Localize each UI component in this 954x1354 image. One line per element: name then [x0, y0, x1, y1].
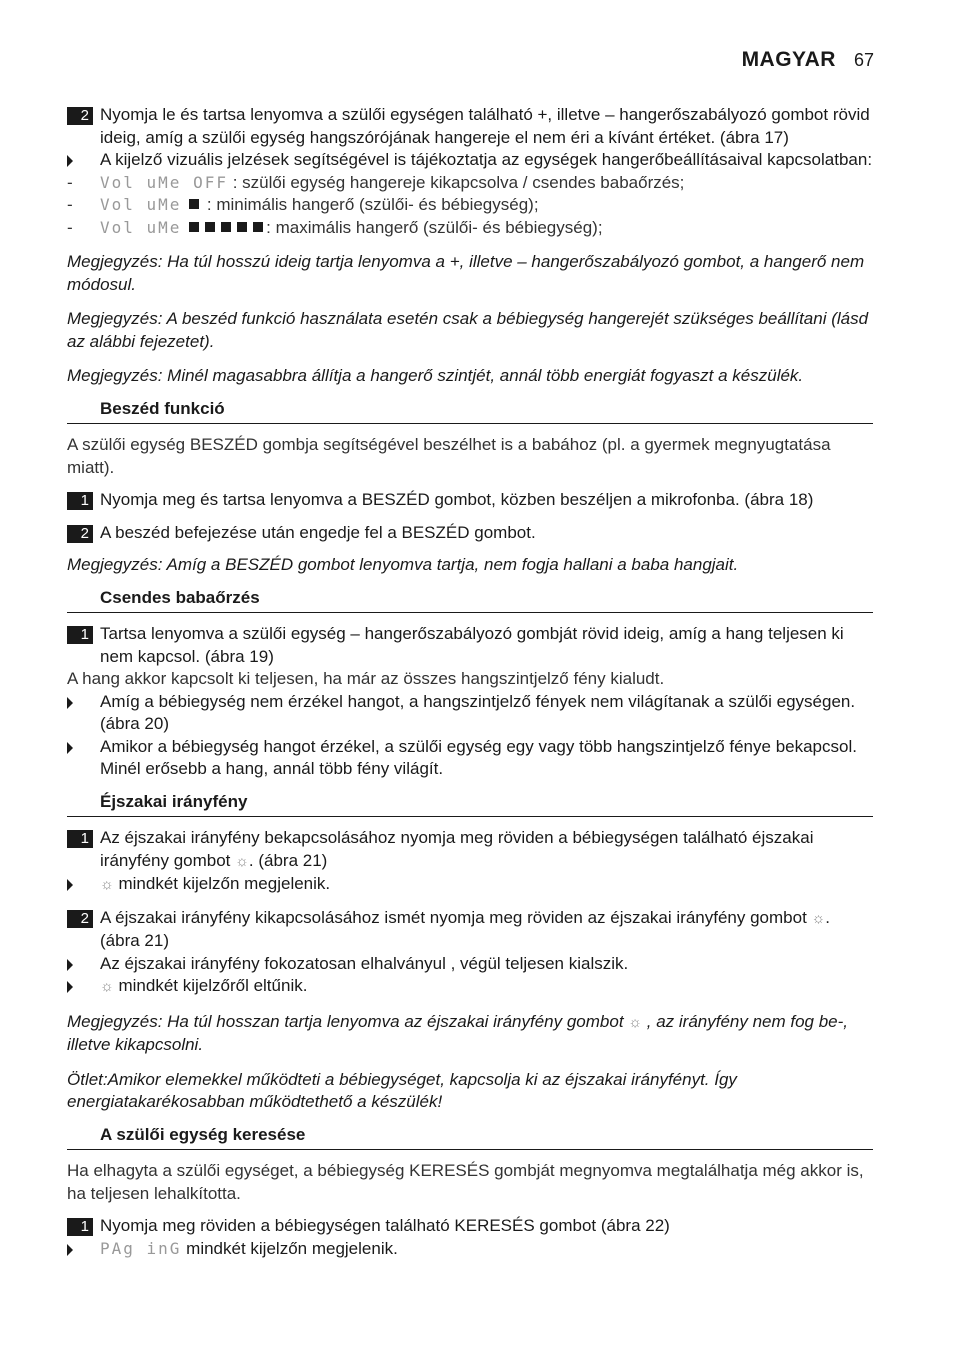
bullet-item — [67, 975, 873, 999]
dash-mark: - — [67, 172, 73, 192]
step-2 — [67, 104, 873, 149]
dash-item — [67, 194, 873, 217]
step-number: 1 — [67, 626, 93, 644]
language-label: MAGYAR — [741, 48, 836, 71]
step-text: Nyomja meg és tartsa lenyomva a BESZÉD gombot, közben beszéljen a mikrofonba. (ábra 18) — [100, 490, 814, 509]
note-text: Megjegyzés: Ha túl hosszan tartja lenyomva az éjszakai irányfény gombot — [67, 1011, 629, 1031]
step-number: 1 — [67, 830, 93, 848]
lcd-text: Vol uMe OFF — [100, 172, 228, 192]
lcd-text: PAg inG — [100, 1238, 182, 1258]
night-light-icon: ☼ — [628, 1013, 643, 1031]
bullet-arrow-icon — [67, 981, 73, 993]
step-2 — [67, 907, 873, 953]
night-light-icon: ☼ — [100, 978, 114, 995]
step-text: A beszéd befejezése után engedje fel a BESZÉD gombot. — [100, 522, 536, 542]
step-text: . (ábra 21) — [248, 850, 328, 870]
volume-bar-icon — [237, 222, 247, 232]
dash-mark: - — [67, 217, 73, 237]
step-text: A éjszakai irányfény kikapcsolásához ismét nyomja meg röviden az éjszakai irányfény gombot — [100, 907, 812, 927]
bullet-text: mindkét kijelzőn megjelenik. — [181, 1238, 398, 1258]
step-text: Az éjszakai irányfény bekapcsolásához nyomja meg röviden a bébiegységen található éjszakai irányfény gombot — [100, 828, 814, 870]
step-number: 2 — [67, 107, 93, 125]
section-heading: Beszéd funkció — [67, 398, 873, 425]
section-heading: A szülői egység keresése — [67, 1124, 873, 1151]
intro-text: A szülői egység BESZÉD gombja segítségével beszélhet is a babához (pl. a gyermek megnyugtatása miatt). — [67, 435, 831, 477]
night-light-icon: ☼ — [235, 852, 249, 870]
volume-bar-icon — [189, 199, 199, 209]
dash-text: : szülői egység hangereje kikapcsolva / csendes babaőrzés; — [227, 172, 685, 192]
bullet-item — [67, 1238, 873, 1261]
note: Megjegyzés: A beszéd funkció használata esetén csak a bébiegység hangerejét szükséges beállítani (lásd az alábbi fejezetet). — [67, 309, 869, 351]
intro-text: Ha elhagyta a szülői egységet, a bébiegység KERESÉS gombját megnyomva megtalálhatja még akkor is, ha teljesen lehalkította. — [67, 1161, 864, 1203]
step-1 — [67, 623, 873, 668]
bullet-text: Amíg a bébiegység nem érzékel hangot, a hangszintjelző fények nem világítanak a szülői egységen. (ábra 20) — [100, 691, 856, 733]
step-text: Tartsa lenyomva a szülői egység – hangerőszabályozó gombját rövid ideig, amíg a hang teljesen ki nem kapcsol. (ábra 19) — [100, 624, 844, 666]
bullet-item — [67, 149, 873, 172]
step-2 — [67, 522, 873, 545]
bullet-item — [67, 953, 873, 976]
bullet-item — [67, 873, 873, 897]
dash-text: : maximális hangerő (szülői- és bébiegység); — [266, 217, 603, 237]
section-heading: Éjszakai irányfény — [67, 791, 873, 818]
night-light-icon: ☼ — [100, 876, 114, 893]
note: Megjegyzés: Minél magasabbra állítja a hangerő szintjét, annál több energiát fogyaszt a készülék. — [67, 366, 804, 385]
night-light-icon: ☼ — [811, 909, 826, 927]
bullet-arrow-icon — [67, 742, 73, 754]
page-header — [742, 48, 874, 72]
bullet-item — [67, 736, 873, 781]
info-text: A hang akkor kapcsolt ki teljesen, ha már az összes hangszintjelző fény kialudt. — [67, 669, 665, 688]
step-text: Nyomja le és tartsa lenyomva a szülői egységen található +, illetve – hangerőszabályozó gombot rövid ideig, amíg a szülői egység hangszórójának hangereje el nem éri a kívánt értéket. (ábra 17) — [100, 105, 870, 147]
bullet-text: mindkét kijelzőről eltűnik. — [113, 976, 308, 995]
volume-bar-icon — [253, 222, 263, 232]
bullet-text: A kijelző vizuális jelzések segítségével is tájékoztatja az egységek hangerőbeállításaival kapcsolatban: — [100, 150, 873, 169]
dash-item — [67, 217, 873, 240]
bullet-text: Az éjszakai irányfény fokozatosan elhalványul , végül teljesen kialszik. — [100, 953, 629, 973]
step-number: 1 — [67, 492, 93, 510]
bullet-arrow-icon — [67, 959, 73, 971]
step-1 — [67, 489, 873, 512]
bullet-arrow-icon — [67, 1244, 73, 1256]
lcd-text: Vol uMe — [100, 195, 182, 214]
volume-bar-icon — [205, 222, 215, 232]
bullet-arrow-icon — [67, 155, 73, 167]
step-1 — [67, 827, 873, 873]
step-text: Nyomja meg röviden a bébiegységen található KERESÉS gombot (ábra 22) — [100, 1216, 670, 1235]
dash-mark: - — [67, 195, 73, 214]
step-number: 1 — [67, 1218, 93, 1236]
volume-bar-icon — [189, 222, 199, 232]
bullet-arrow-icon — [67, 879, 73, 891]
lcd-text: Vol uMe — [100, 217, 182, 237]
dash-text: : minimális hangerő (szülői- és bébiegység); — [202, 195, 539, 214]
page-number: 67 — [853, 50, 874, 70]
step-1 — [67, 1215, 873, 1238]
note — [67, 1011, 873, 1057]
bullet-item — [67, 691, 873, 736]
step-number: 2 — [67, 910, 93, 928]
page-content — [67, 104, 873, 1260]
note-text: , az irányfény nem fog be-, illetve kikapcsolni. — [67, 1011, 849, 1054]
dash-item — [67, 172, 873, 195]
step-number: 2 — [67, 525, 93, 543]
tip: Ötlet:Amikor elemekkel működteti a bébiegységet, kapcsolja ki az éjszakai irányfényt. Így energiatakarékosabban működtethető a készülék! — [67, 1069, 737, 1111]
note: Megjegyzés: Ha túl hosszú ideig tartja lenyomva a +, illetve – hangerőszabályozó gombot, a hangerő nem módosul. — [67, 252, 865, 294]
bullet-text: Amikor a bébiegység hangot érzékel, a szülői egység egy vagy több hangszintjelző fénye bekapcsol. Minél erősebb a hang, annál több fény világít. — [100, 736, 857, 778]
bullet-text: mindkét kijelzőn megjelenik. — [113, 874, 331, 893]
step-text: . (ábra 21) — [100, 907, 830, 950]
bullet-arrow-icon — [67, 697, 73, 709]
note: Megjegyzés: Amíg a BESZÉD gombot lenyomva tartja, nem fogja hallani a baba hangjait. — [67, 555, 739, 574]
volume-bar-icon — [221, 222, 231, 232]
section-heading: Csendes babaőrzés — [67, 587, 873, 614]
